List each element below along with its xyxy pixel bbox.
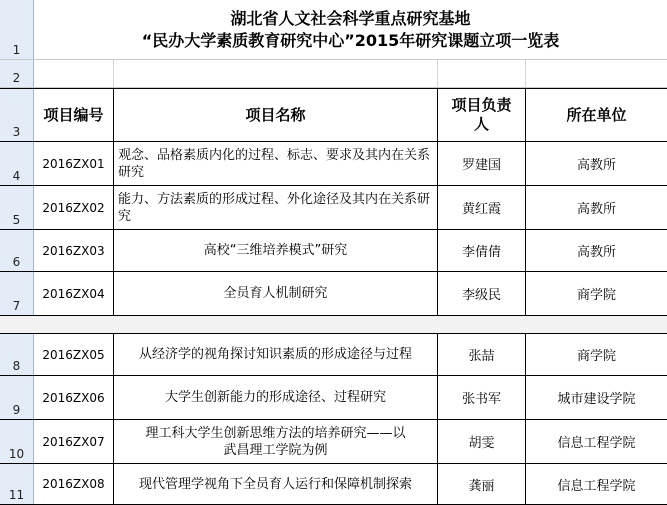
table-row[interactable] xyxy=(0,272,667,316)
row-number[interactable]: 6 xyxy=(0,230,34,271)
table-row[interactable] xyxy=(0,420,667,464)
row-number[interactable]: 1 xyxy=(0,0,34,59)
cell-code[interactable]: 2016ZX04 xyxy=(34,272,114,315)
row-number[interactable]: 8 xyxy=(0,334,34,375)
row-number[interactable]: 11 xyxy=(0,464,34,504)
table-row[interactable] xyxy=(0,186,667,230)
empty-row[interactable] xyxy=(0,60,667,88)
cell-lead[interactable]: 张喆 xyxy=(438,334,526,375)
cell-unit[interactable]: 信息工程学院 xyxy=(557,436,636,451)
row-number[interactable]: 2 xyxy=(0,60,34,87)
row-number[interactable]: 9 xyxy=(0,376,34,419)
table-row[interactable] xyxy=(0,376,667,420)
table-row[interactable] xyxy=(0,464,667,505)
cell-code[interactable]: 2016ZX02 xyxy=(34,186,114,229)
header-code[interactable]: 项目编号 xyxy=(34,89,114,141)
title-line-2: “民办大学素质教育研究中心”2015年研究课题立项一览表 xyxy=(141,30,560,50)
cell-lead[interactable]: 李倩倩 xyxy=(438,230,526,271)
empty-cell[interactable] xyxy=(114,60,438,87)
cell-unit[interactable]: 商学院 xyxy=(576,288,616,303)
table-row[interactable] xyxy=(0,230,667,272)
cell-code[interactable]: 2016ZX01 xyxy=(34,142,114,185)
cell-name[interactable]: 观念、品格素质内化的过程、标志、要求及其内在关系研究 xyxy=(114,142,438,185)
cell-unit[interactable]: 高教所 xyxy=(576,158,616,173)
title-line-1: 湖北省人文社会科学重点研究基地 xyxy=(230,8,471,28)
row-number[interactable]: 4 xyxy=(0,142,34,185)
row-number[interactable]: 3 xyxy=(0,89,34,141)
cell-lead[interactable]: 龚丽 xyxy=(438,464,526,504)
table-row[interactable] xyxy=(0,334,667,376)
cell-unit[interactable]: 高教所 xyxy=(576,245,616,260)
cell-code[interactable]: 2016ZX05 xyxy=(34,334,114,375)
header-lead[interactable]: 项目负责人 xyxy=(438,89,526,141)
cell-unit[interactable]: 信息工程学院 xyxy=(557,478,636,494)
cell-code[interactable]: 2016ZX03 xyxy=(34,230,114,271)
cell-lead[interactable]: 张书军 xyxy=(438,376,526,419)
cell-name[interactable]: 能力、方法素质的形成过程、外化途径及其内在关系研究 xyxy=(114,186,438,229)
cell-name[interactable]: 全员育人机制研究 xyxy=(114,272,438,315)
cell-lead[interactable]: 罗建国 xyxy=(438,142,526,185)
cell-name[interactable]: 大学生创新能力的形成途径、过程研究 xyxy=(114,376,438,419)
cell-unit[interactable]: 高教所 xyxy=(576,202,616,217)
table-row[interactable] xyxy=(0,142,667,186)
frozen-pane-split xyxy=(0,316,667,334)
header-unit[interactable]: 所在单位 xyxy=(566,105,627,124)
cell-unit[interactable]: 商学院 xyxy=(576,349,616,364)
cell-lead[interactable]: 胡雯 xyxy=(438,420,526,463)
row-number[interactable]: 5 xyxy=(0,186,34,229)
cell-name[interactable]: 从经济学的视角探讨知识素质的形成途径与过程 xyxy=(114,334,438,375)
cell-name[interactable]: 高校“三维培养模式”研究 xyxy=(114,230,438,271)
title-row[interactable] xyxy=(0,0,667,60)
empty-cell[interactable] xyxy=(438,60,526,87)
header-row[interactable] xyxy=(0,88,667,142)
row-number[interactable]: 10 xyxy=(0,420,34,463)
cell-lead[interactable]: 李级民 xyxy=(438,272,526,315)
cell-lead[interactable]: 黄红霞 xyxy=(438,186,526,229)
cell-unit[interactable]: 城市建设学院 xyxy=(557,392,636,407)
cell-code[interactable]: 2016ZX08 xyxy=(34,464,114,504)
row-number[interactable]: 7 xyxy=(0,272,34,315)
header-name[interactable]: 项目名称 xyxy=(114,89,438,141)
empty-cell[interactable] xyxy=(34,60,114,87)
table-title[interactable] xyxy=(34,0,667,59)
cell-name[interactable]: 现代管理学视角下全员育人运行和保障机制探索 xyxy=(114,464,438,504)
cell-code[interactable]: 2016ZX06 xyxy=(34,376,114,419)
cell-code[interactable]: 2016ZX07 xyxy=(34,420,114,463)
cell-name[interactable]: 理工科大学生创新思维方法的培养研究——以武昌理工学院为例 xyxy=(114,420,438,463)
